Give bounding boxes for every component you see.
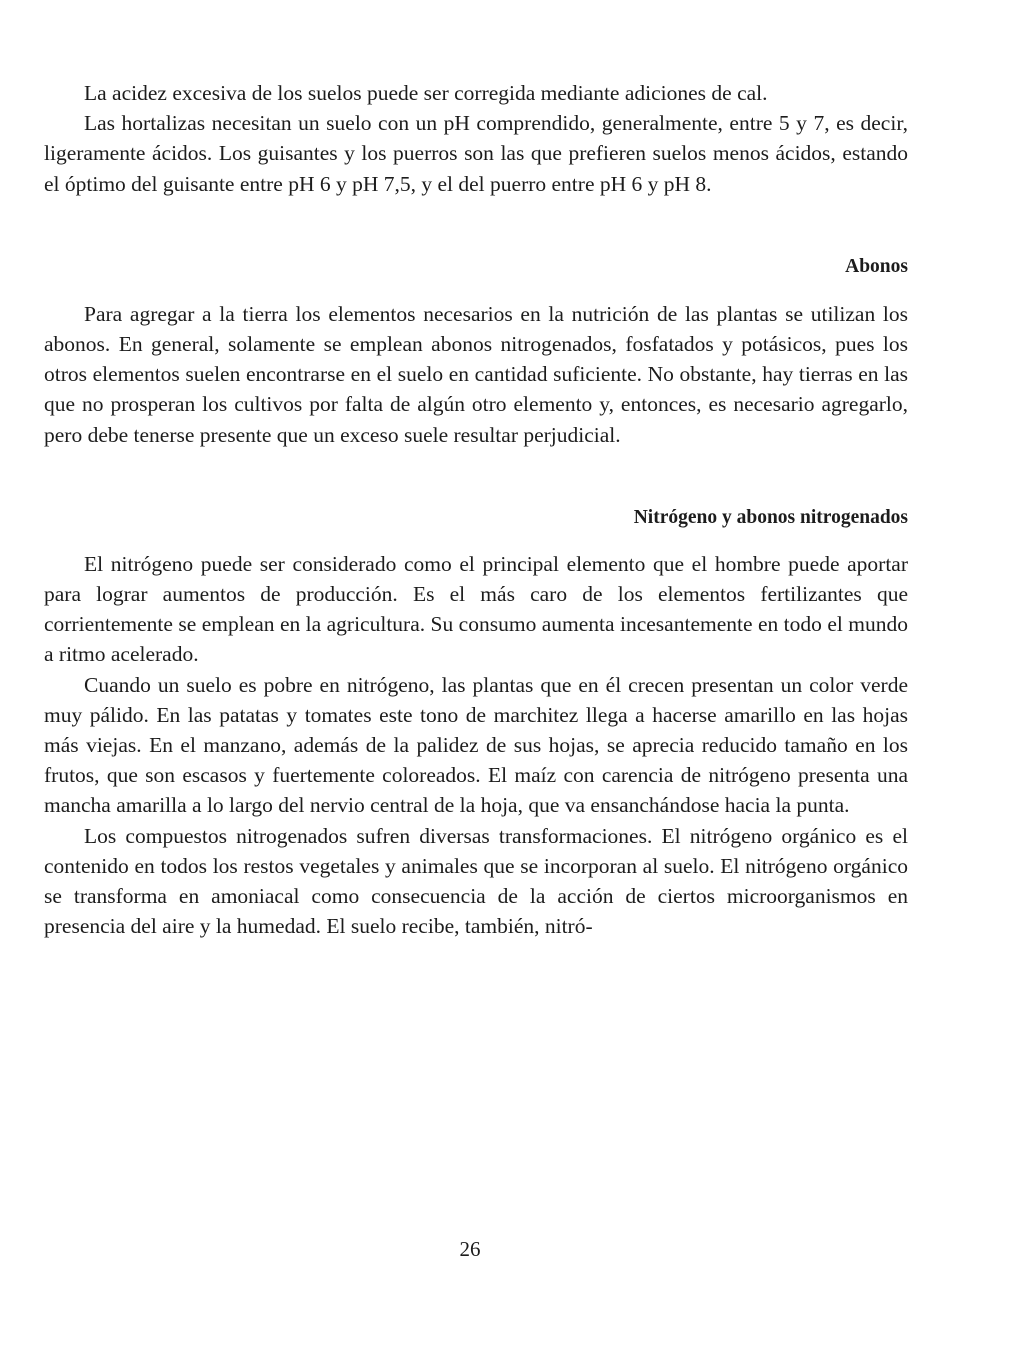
page-body — [44, 78, 908, 941]
section-heading-nitrogeno: Nitrógeno y abonos nitrogenados — [633, 506, 908, 528]
paragraph-suelo-pobre: Cuando un suelo es pobre en nitrógeno, las plantas que en él crecen presentan un color verde muy pálido. En las patatas y tomates este tono de marchitez llega a hacerse amarillo en las hojas más viejas. En el manzano, además de la palidez de sus hojas, se aprecia reducido tamaño en los frutos, que son escasos y fuertemente coloreados. El maíz con carencia de nitrógeno presenta una mancha amarilla a lo largo del nervio central de la hoja, que va ensanchándose hacia la punta. — [44, 672, 908, 818]
paragraph-abonos: Para agregar a la tierra los elementos necesarios en la nutrición de las plantas se utilizan los abonos. En general, solamente se emplean abonos nitrogenados, fosfatados y potásicos, pues los otros elementos suelen encontrarse en el suelo en cantidad suficiente. No obstante, hay tierras en las que no prosperan los cultivos por falta de algún otro elemento y, entonces, es necesario agregarlo, pero debe tenerse presente que un exceso suele resultar perjudicial. — [44, 301, 908, 447]
section-heading-abonos: Abonos — [845, 255, 908, 277]
paragraph-nitrogeno-principal: El nitrógeno puede ser considerado como el principal elemento que el hombre puede aportar para lograr aumentos de producción. Es el más caro de los elementos fertilizantes que corrientemente se emplean en la agricultura. Su consumo aumenta incesantemente en todo el mundo a ritmo acelerado. — [44, 551, 908, 667]
paragraph-compuestos-nitrogenados: Los compuestos nitrogenados sufren diversas transformaciones. El nitrógeno orgánico es el contenido en todos los restos vegetales y animales que se incorporan al suelo. El nitrógeno orgánico se transforma en amoniacal como consecuencia de la acción de ciertos microorganismos en presencia del aire y la humedad. El suelo recibe, también, nitró- — [44, 823, 908, 939]
paragraph-hortalizas-ph: Las hortalizas necesitan un suelo con un pH comprendido, generalmente, entre 5 y 7, es decir, ligeramente ácidos. Los guisantes y los puerros son las que prefieren suelos menos ácidos, estando el óptimo del guisante entre pH 6 y pH 7,5, y el del puerro entre pH 6 y pH 8. — [44, 111, 908, 196]
paragraph-acidez: La acidez excesiva de los suelos puede ser corregida mediante adiciones de cal. — [84, 81, 768, 105]
page-number: 26 — [459, 1237, 481, 1261]
